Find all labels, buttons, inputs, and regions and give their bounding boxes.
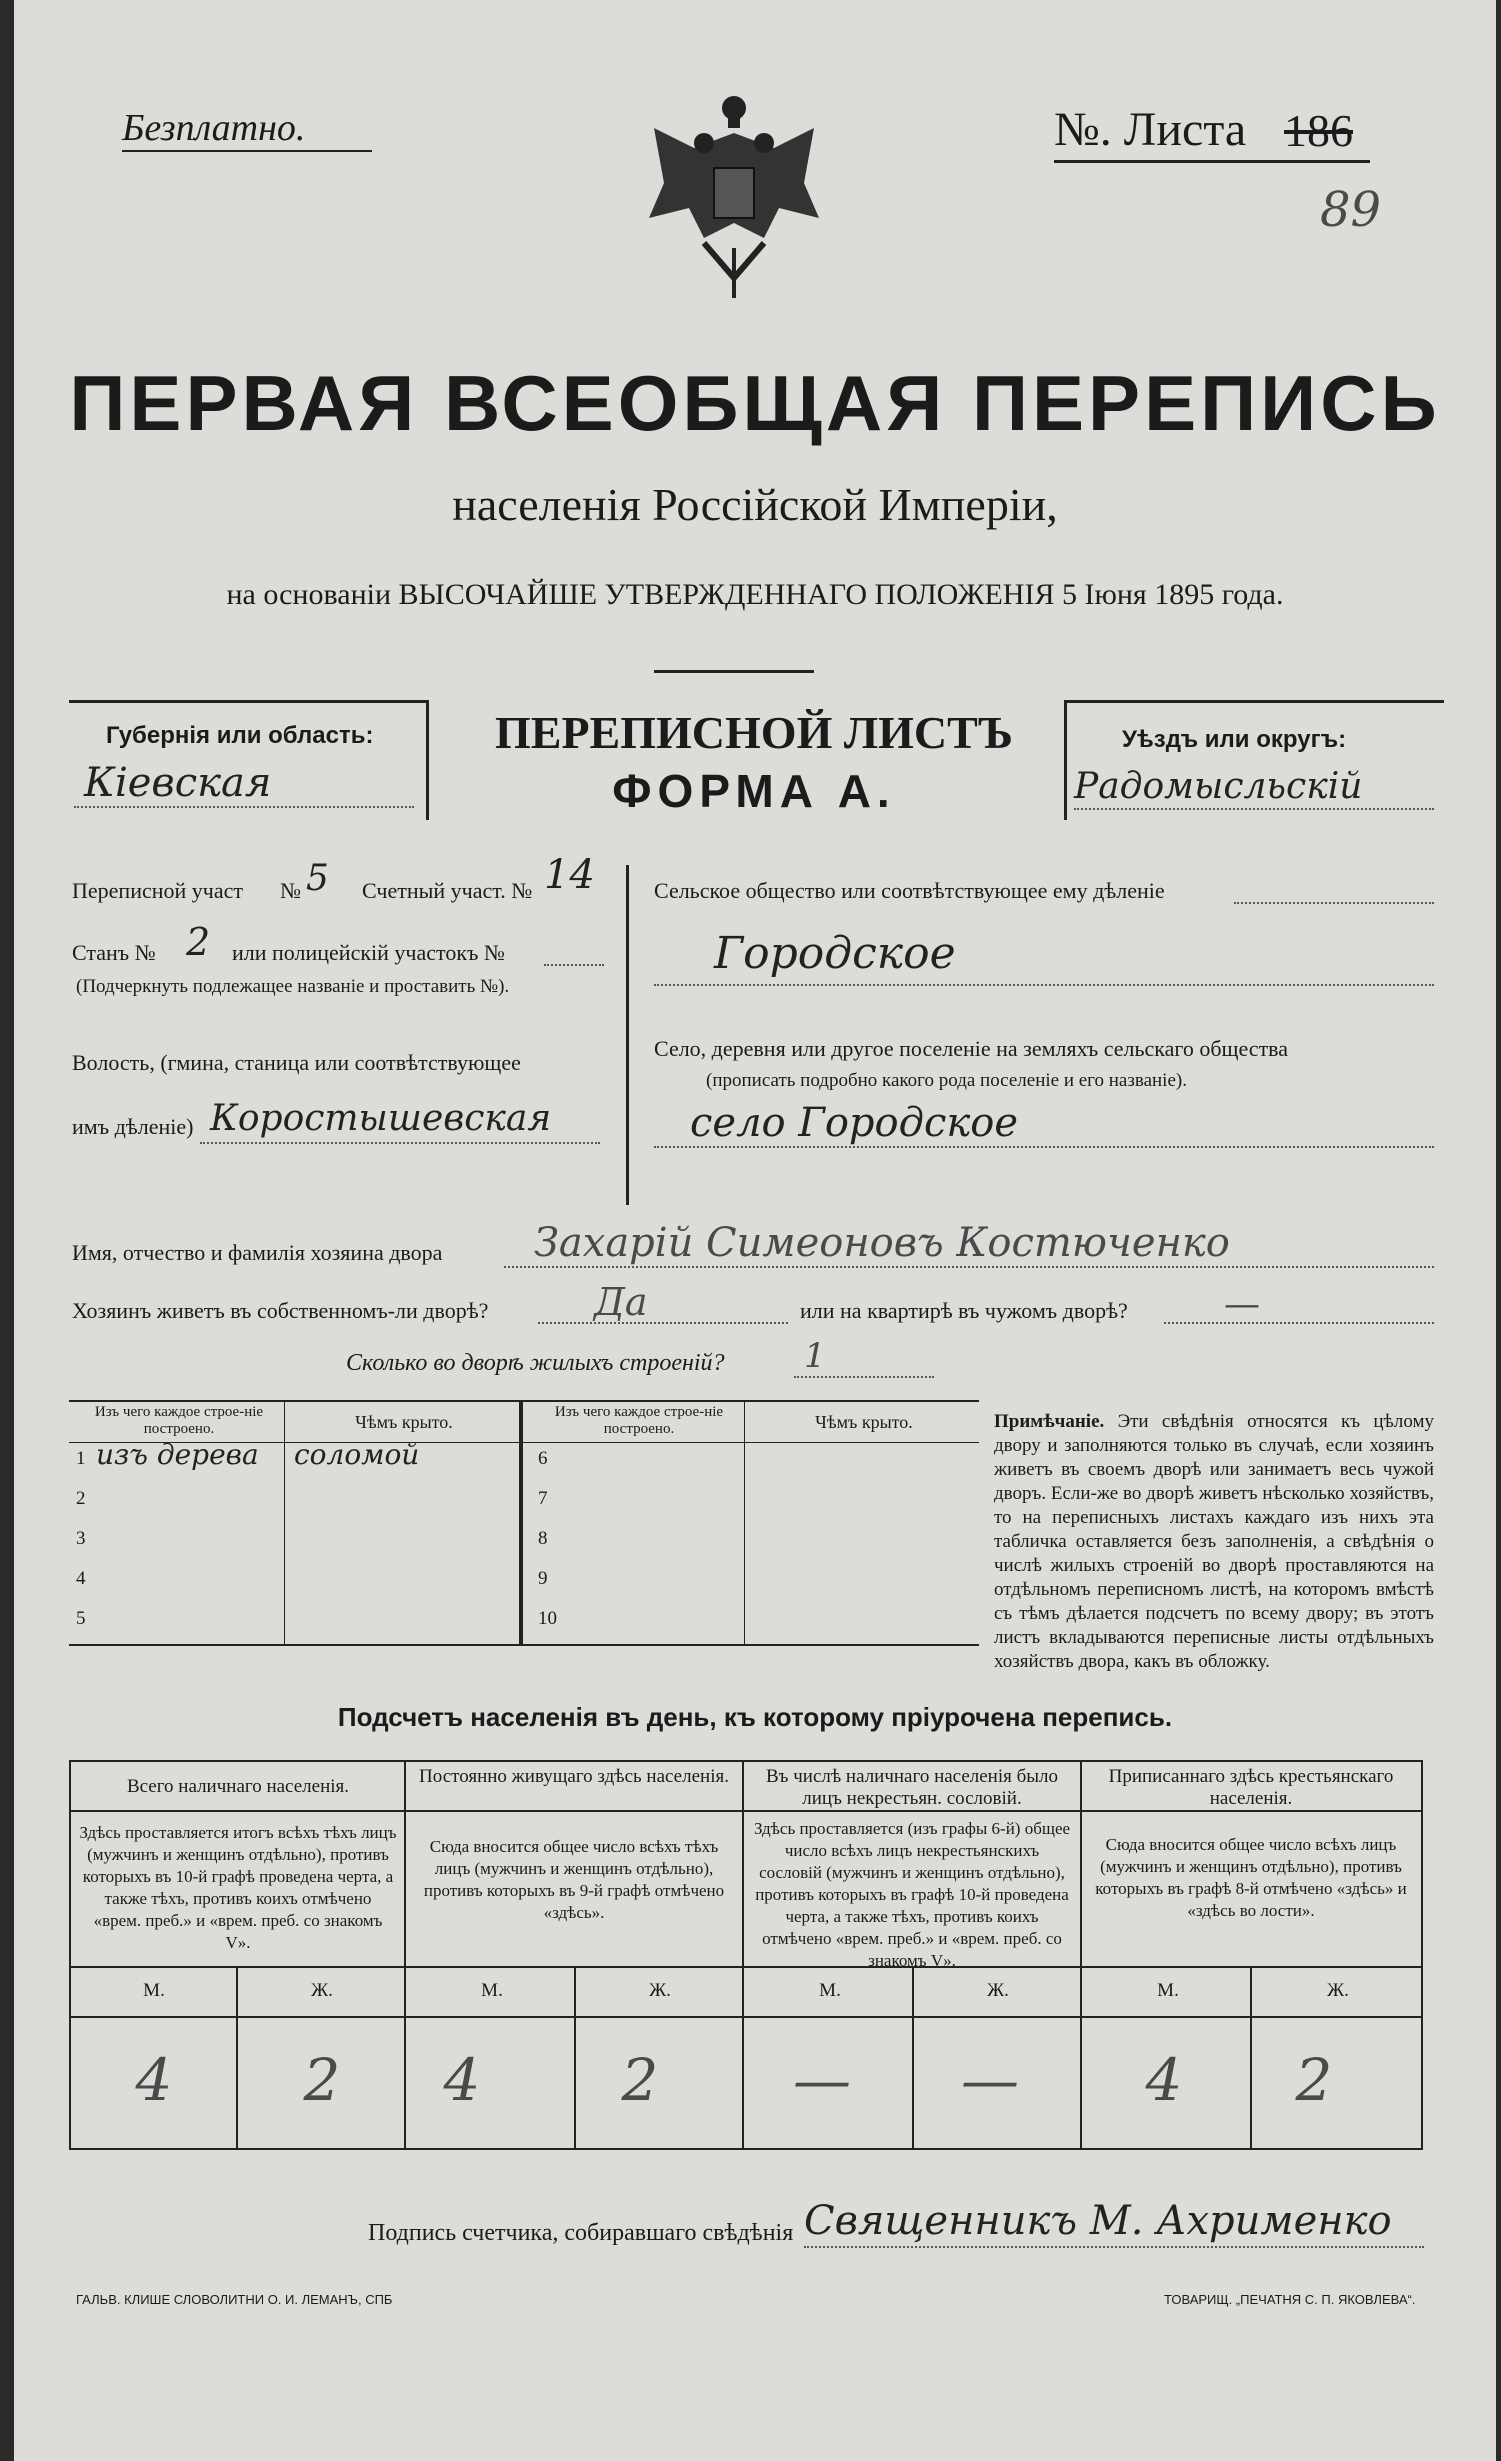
- own-yard-line: [538, 1322, 788, 1324]
- bt-v3: [744, 1400, 745, 1644]
- signature-value: Священникъ М. Ахрименко: [804, 2198, 1392, 2244]
- buildings-label: Сколько во дворѣ жилыхъ строеній?: [346, 1350, 725, 1376]
- ct-mf-rule: [71, 2016, 1421, 2018]
- ct-f-label: Ж.: [987, 1980, 1009, 2001]
- bt-bottom: [69, 1644, 979, 1646]
- village-value: село Городское: [690, 1100, 1018, 1146]
- district-label: Уѣздъ или округъ:: [1122, 726, 1347, 753]
- ct-title-1: Всего наличнаго населенія.: [126, 1776, 350, 1797]
- ct-mf-v3: [912, 1968, 914, 2148]
- ct-desc-2: Сюда вносится общее число всѣхъ тѣхъ лицъ (мужчинъ и женщинъ отдѣльно), противъ которыхъ въ 9-й графѣ отмѣчено «здѣсь».: [423, 1837, 725, 1922]
- census-district-value: 5: [306, 858, 329, 899]
- bt-row-num: 9: [538, 1568, 548, 1589]
- province-value: Кіевская: [84, 760, 272, 806]
- bt-row-num: 3: [76, 1528, 86, 1549]
- ct-m-label: М.: [481, 1980, 503, 2001]
- bt-top: [69, 1400, 979, 1402]
- province-label: Губернія или область:: [106, 722, 374, 749]
- sub-title: населенія Россійской Имперіи,: [452, 479, 1058, 530]
- ct-value-m: —: [793, 2046, 851, 2114]
- bt-row-num: 6: [538, 1448, 548, 1469]
- ct-v1: [404, 1760, 406, 2150]
- ct-value-f: 2: [621, 2046, 659, 2114]
- police-line: [544, 964, 604, 966]
- ct-title-4: Приписаннаго здѣсь крестьянскаго населенія.: [1108, 1766, 1394, 1809]
- bt-row-num: 1: [76, 1448, 86, 1469]
- basis-line: на основаніи ВЫСОЧАЙШЕ УТВЕРЖДЕННАГО ПОЛОЖЕНІЯ 5 Іюня 1895 года.: [226, 578, 1284, 611]
- sheet-no-hand: 89: [1320, 182, 1382, 238]
- census-sheet: [14, 0, 1496, 2461]
- bt-row-num: 7: [538, 1488, 548, 1509]
- ct-m-label: М.: [143, 1980, 165, 2001]
- sheet-form: ФОРМА А.: [612, 765, 896, 817]
- bt-row-num: 8: [538, 1528, 548, 1549]
- count-table: [69, 1760, 1423, 2150]
- volost-value: Коростышевская: [210, 1098, 552, 1139]
- province-line: [74, 806, 414, 808]
- footer-left: ГАЛЬВ. КЛИШЕ СЛОВОЛИТНИ О. И. ЛЕМАНЪ, СПБ: [76, 2292, 393, 2307]
- ct-v2: [742, 1760, 744, 2150]
- note-text: Эти свѣдѣнія относятся къ цѣлому двору и заполняются только въ случаѣ, если хозяинъ живетъ въ своемъ дворѣ или занимаетъ весь чужой дворъ. Если-же во дворѣ живетъ нѣсколько хозяйствъ, то на переписныхъ листахъ каждаго изъ нихъ эта табличка оставляется безъ заполненія, а свѣдѣнія о числѣ жилыхъ строеній во дворѣ проставляются на отдѣльномъ переписномъ листѣ, на которомъ вмѣстѣ съ тѣмъ дѣлается подсчетъ по всему двору; въ этотъ листъ вкладываются переписные листы отдѣльныхъ хозяйствъ двора, какъ въ обложку.: [994, 1411, 1434, 1672]
- free-label: Безплатно.: [122, 107, 306, 149]
- rented-line: [1164, 1322, 1434, 1324]
- ct-title-rule-3: [744, 1810, 1080, 1812]
- ct-value-m: 4: [135, 2046, 173, 2114]
- ct-title-2: Постоянно живущаго здѣсь населенія.: [419, 1766, 729, 1787]
- sheet-title: ПЕРЕПИСНОЙ ЛИСТЪ: [494, 707, 1014, 758]
- ct-v3: [1080, 1760, 1082, 2150]
- note-head: Примѣчаніе.: [994, 1411, 1105, 1432]
- own-yard-label: Хозяинъ живетъ въ собственномъ-ли дворѣ?: [72, 1298, 489, 1323]
- bt-v1: [284, 1400, 285, 1644]
- buildings-value: 1: [804, 1336, 826, 1376]
- ct-title-rule-1: [71, 1810, 404, 1812]
- signature-line: [804, 2246, 1424, 2248]
- stan-label: Станъ №: [72, 940, 156, 965]
- ct-title-rule-4: [1082, 1810, 1421, 1812]
- coat-of-arms: [634, 88, 834, 308]
- bt-row-material: изъ дерева: [96, 1438, 259, 1471]
- society-line-1: [1234, 902, 1434, 904]
- owner-name-line: [504, 1266, 1434, 1268]
- count-district-value: 14: [544, 852, 595, 898]
- bt-v2: [519, 1400, 523, 1644]
- police-label: или полицейскій участокъ №: [232, 940, 505, 965]
- bt-col-material-left: Изъ чего каждое строе-ніе построено.: [94, 1404, 264, 1437]
- village-note: (прописать подробно какого рода поселеніе и его названіе).: [706, 1070, 1187, 1091]
- owner-name-value: Захарій Симеоновъ Костюченко: [534, 1220, 1230, 1266]
- bt-row-num: 5: [76, 1608, 86, 1629]
- stan-value: 2: [186, 920, 211, 964]
- ct-desc-4: Сюда вносится общее число всѣхъ лицъ (мужчинъ и женщинъ отдѣльно), противъ которыхъ въ графѣ 8-й отмѣчено «здѣсь» и «здѣсь во лости».: [1095, 1835, 1407, 1920]
- society-line-2: [654, 984, 1434, 986]
- bt-col-material-right: Изъ чего каждое строе-ніе построено.: [554, 1404, 724, 1437]
- signature-label: Подпись счетчика, собиравшаго свѣдѣнія: [368, 2220, 794, 2246]
- ct-value-f: 2: [303, 2046, 341, 2114]
- main-title: ПЕРВАЯ ВСЕОБЩАЯ ПЕРЕПИСЬ: [69, 359, 1441, 447]
- owner-name-label: Имя, отчество и фамилія хозяина двора: [72, 1240, 443, 1265]
- ct-f-label: Ж.: [1327, 1980, 1349, 2001]
- bt-col-roof-left: Чѣмъ крыто.: [355, 1412, 453, 1432]
- district-top-rule: [1064, 700, 1444, 703]
- ct-title-3: Въ числѣ наличнаго населенія было лицъ некрестьян. сословій.: [765, 1766, 1059, 1809]
- ct-desc-rule: [71, 1966, 1421, 1968]
- own-yard-value: Да: [594, 1280, 648, 1324]
- middle-divider: [626, 865, 629, 1205]
- ct-mf-v1: [236, 1968, 238, 2148]
- bt-col-roof-right: Чѣмъ крыто.: [815, 1412, 913, 1432]
- ct-value-m: 4: [443, 2046, 481, 2114]
- bt-row-num: 4: [76, 1568, 86, 1589]
- district-value: Радомысльскій: [1074, 766, 1363, 807]
- ct-desc-1: Здѣсь проставляется итогъ всѣхъ тѣхъ лицъ (мужчинъ и женщинъ отдѣльно), противъ которыхъ въ 10-й графѣ проведена черта, а также тѣхъ, противъ коихъ отмѣчено «врем. преб.» и «врем. преб. со знакомъ V».: [79, 1823, 397, 1952]
- ct-value-m: 4: [1145, 2046, 1183, 2114]
- district-vrule: [1064, 700, 1067, 820]
- sheet-no-struck: 186: [1284, 105, 1353, 156]
- ct-value-f: 2: [1295, 2046, 1333, 2114]
- volost-line: [200, 1142, 600, 1144]
- society-label: Сельское общество или соотвѣтствующее ему дѣленіе: [654, 878, 1165, 903]
- ct-desc-3: Здѣсь проставляется (изъ графы 6-й) общее число всѣхъ лицъ некрестьянскихъ сословій (мужчинъ и женщинъ отдѣльно), противъ которыхъ въ графѣ 10-й проведена черта, а также тѣхъ, противъ коихъ отмѣчено «врем. преб.» и «врем. преб. со знакомъ V».: [753, 1819, 1071, 1970]
- ct-m-label: М.: [819, 1980, 841, 2001]
- rented-value: —: [1224, 1284, 1260, 1325]
- count-heading: Подсчетъ населенія въ день, къ которому пріурочена перепись.: [337, 1702, 1173, 1732]
- ct-mf-v2: [574, 1968, 576, 2148]
- volost-label: Волость, (гмина, станица или соотвѣтствующее: [72, 1050, 521, 1075]
- free-underline: [122, 150, 372, 152]
- bt-row-num: 2: [76, 1488, 86, 1509]
- ct-f-label: Ж.: [649, 1980, 671, 2001]
- census-district-label: Переписной участ: [72, 878, 243, 903]
- buildings-line: [794, 1376, 934, 1378]
- census-district-no: №: [280, 878, 301, 903]
- police-note: (Подчеркнуть подлежащее названіе и проставить №).: [76, 976, 510, 997]
- ornament-rule: [654, 670, 814, 673]
- ct-mf-v4: [1250, 1968, 1252, 2148]
- ct-f-label: Ж.: [311, 1980, 333, 2001]
- bt-row-roof: соломой: [294, 1438, 420, 1471]
- village-label: Село, деревня или другое поселеніе на земляхъ сельскаго общества: [654, 1036, 1289, 1061]
- province-vrule: [426, 700, 429, 820]
- district-line: [1074, 808, 1434, 810]
- bt-row-num: 10: [538, 1608, 557, 1629]
- ct-title-rule-2: [406, 1810, 742, 1812]
- footer-right: ТОВАРИЩ. „ПЕЧАТНЯ С. П. ЯКОВЛЕВА“.: [1164, 2292, 1416, 2307]
- sheet-no-label: №. Листа: [1054, 103, 1247, 156]
- volost-label2: имъ дѣленіе): [72, 1114, 194, 1139]
- note-box: [994, 1410, 1434, 1674]
- count-district-label: Счетный участ. №: [362, 878, 533, 903]
- rented-label: или на квартирѣ въ чужомъ дворѣ?: [800, 1298, 1128, 1323]
- village-line: [654, 1146, 1434, 1148]
- ct-m-label: М.: [1157, 1980, 1179, 2001]
- province-top-rule: [69, 700, 429, 703]
- society-value: Городское: [714, 928, 956, 979]
- sheet-no-underline: [1054, 160, 1370, 163]
- ct-value-f: —: [961, 2046, 1019, 2114]
